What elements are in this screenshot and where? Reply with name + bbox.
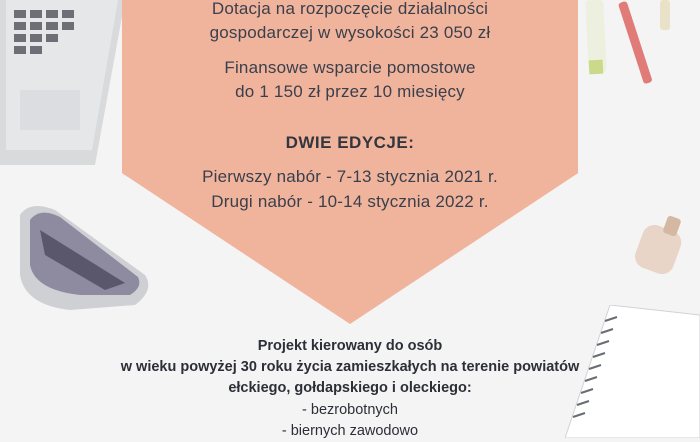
- laptop-illustration: [0, 0, 130, 170]
- target-line-1: Projekt kierowany do osób: [257, 338, 443, 354]
- edition-1: Pierwszy nabór - 7-13 stycznia 2021 r.: [202, 167, 498, 186]
- glue-bottle-illustration: [630, 215, 700, 280]
- target-line-2: w wieku powyżej 30 roku życia zamieszkałych na terenie powiatów: [120, 359, 580, 375]
- grant-line-2: gospodarczej w wysokości 23 050 zł: [209, 23, 491, 42]
- editions-heading: DWIE EDYCJE:: [285, 133, 415, 152]
- target-line-3: ełckiego, gołdapskiego i oleckiego:: [228, 380, 472, 396]
- target-item-inactive: - biernych zawodowo: [281, 423, 419, 439]
- edition-2: Drugi nabór - 10-14 stycznia 2022 r.: [211, 192, 489, 211]
- target-item-unemployed: - bezrobotnych: [302, 402, 398, 418]
- stapler-illustration: [10, 195, 160, 325]
- support-line-2: do 1 150 zł przez 10 miesięcy: [235, 82, 465, 101]
- pens-illustration: [575, 0, 700, 100]
- support-line-1: Finansowe wsparcie pomostowe: [224, 58, 476, 77]
- info-panel: [122, 0, 578, 324]
- grant-line-1: Dotacja na rozpoczęcie działalności: [211, 0, 489, 18]
